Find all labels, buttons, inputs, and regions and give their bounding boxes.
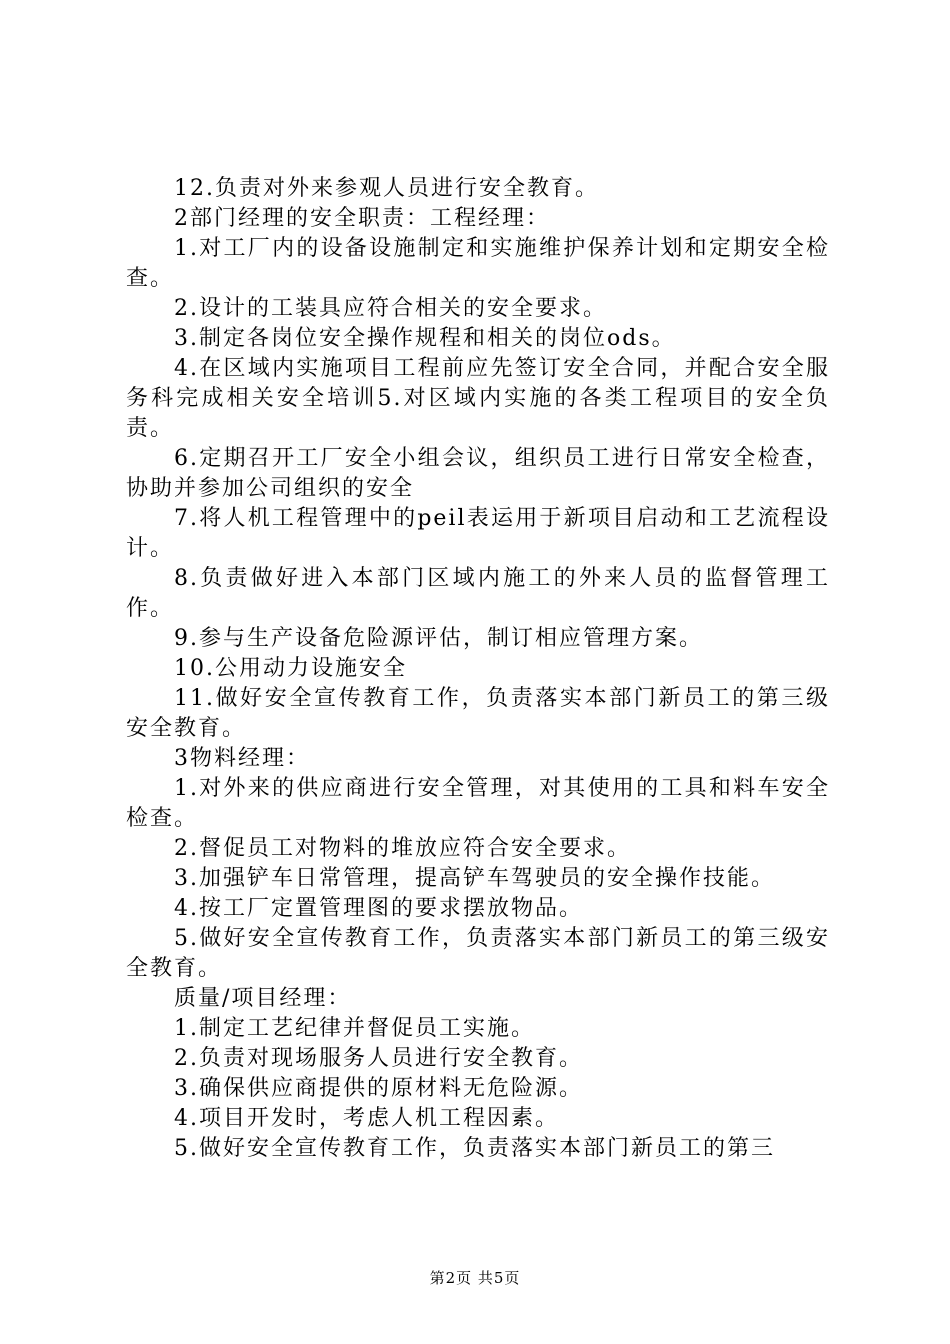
paragraph: 3.确保供应商提供的原材料无危险源。 <box>174 1076 583 1101</box>
document-body <box>126 174 830 1164</box>
paragraph: 2.负责对现场服务人员进行安全教育。 <box>174 1046 583 1071</box>
page-number-footer: 第2页 共5页 <box>429 1269 521 1287</box>
paragraph: 2.设计的工装具应符合相关的安全要求。 <box>174 296 607 321</box>
paragraph: 8.负责做好进入本部门区域内施工的外来人员的监督管理工作。 <box>126 566 830 621</box>
paragraph: 2.督促员工对物料的堆放应符合安全要求。 <box>174 836 631 861</box>
paragraph: 12.负责对外来参观人员进行安全教育。 <box>174 176 599 201</box>
paragraph: 4.按工厂定置管理图的要求摆放物品。 <box>174 896 583 921</box>
paragraph: 4.项目开发时，考虑人机工程因素。 <box>174 1106 559 1131</box>
section-heading: 2部门经理的安全职责：工程经理： <box>174 206 550 231</box>
paragraph: 7.将人机工程管理中的peil表运用于新项目启动和工艺流程设计。 <box>126 506 830 561</box>
paragraph: 5.做好安全宣传教育工作，负责落实本部门新员工的第三 <box>174 1136 775 1161</box>
paragraph: 3.制定各岗位安全操作规程和相关的岗位ods。 <box>174 326 676 351</box>
paragraph: 11.做好安全宣传教育工作，负责落实本部门新员工的第三级安全教育。 <box>126 686 830 741</box>
paragraph: 9.参与生产设备危险源评估，制订相应管理方案。 <box>174 626 703 651</box>
section-heading: 质量/项目经理： <box>174 986 352 1011</box>
paragraph: 10.公用动力设施安全 <box>174 656 407 681</box>
paragraph: 1.制定工艺纪律并督促员工实施。 <box>174 1016 535 1041</box>
paragraph: 1.对外来的供应商进行安全管理，对其使用的工具和料车安全检查。 <box>126 776 830 831</box>
paragraph: 6.定期召开工厂安全小组会议，组织员工进行日常安全检查，协助并参加公司组织的安全 <box>126 446 830 501</box>
paragraph: 4.在区域内实施项目工程前应先签订安全合同，并配合安全服务科完成相关安全培训5.对区域内实施的各类工程项目的安全负责。 <box>126 356 830 441</box>
section-heading: 3物料经理： <box>174 746 310 771</box>
paragraph: 5.做好安全宣传教育工作，负责落实本部门新员工的第三级安全教育。 <box>126 926 830 981</box>
paragraph: 1.对工厂内的设备设施制定和实施维护保养计划和定期安全检查。 <box>126 236 830 291</box>
paragraph: 3.加强铲车日常管理，提高铲车驾驶员的安全操作技能。 <box>174 866 775 891</box>
